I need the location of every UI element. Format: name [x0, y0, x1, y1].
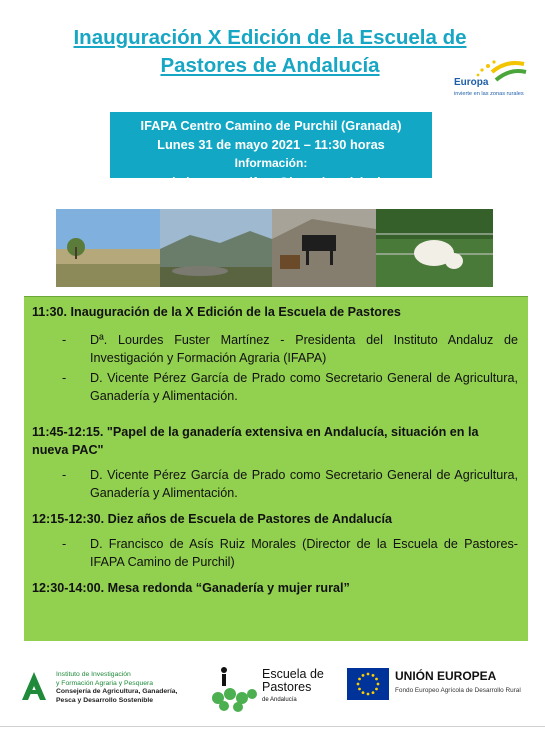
- escuela-logo-text: Escuela de Pastores de Andalucía: [262, 667, 324, 703]
- program-item-heading: 12:30-14:00. Mesa redonda “Ganadería y mujer rural”: [32, 581, 350, 595]
- europa-logo: [448, 58, 528, 104]
- program-item-heading: 11:30. Inauguración de la X Edición de la Escuela de Pastores: [32, 305, 401, 319]
- eu-title: UNIÓN EUROPEA: [395, 669, 497, 683]
- photo-strip: [56, 209, 493, 287]
- program-bullet: - D. Francisco de Asís Ruiz Morales (Director de la Escuela de Pastores-IFAPA Camino de Purchil): [62, 537, 518, 569]
- title-line-1: Inauguración X Edición de la Escuela de: [73, 26, 467, 49]
- event-contact: Información: escueladepastores.ifapa@juntadeandalucia.es: [138, 156, 404, 189]
- ifapa-logo-text: Instituto de Investigación y Formación Agraria y Pesquera Consejería de Agricultura, Ganadería, Pesca y Desarrollo Sostenible: [56, 671, 178, 704]
- event-info-box: [110, 112, 432, 189]
- program-item-heading: 11:45-12:15. "Papel de la ganadería extensiva en Andalucía, situación en la nueva PAC": [32, 425, 479, 457]
- event-date: Lunes 31 de mayo 2021 – 11:30 horas: [157, 136, 385, 152]
- bottom-divider: [0, 726, 545, 727]
- title-line-2: Pastores de Andalucía: [160, 54, 380, 77]
- landscape-photo: [56, 209, 160, 287]
- program-bullet: - D. Vicente Pérez García de Prado como Secretario General de Agricultura, Ganadería y Alimentación.: [62, 371, 518, 403]
- program-box: [24, 296, 528, 641]
- program-item-heading: 12:15-12:30. Diez años de Escuela de Pastores de Andalucía: [32, 512, 393, 526]
- eu-flag-icon: [347, 668, 389, 700]
- footer-logos: [0, 660, 545, 720]
- program-bullet: - D. Vicente Pérez García de Prado como Secretario General de Agricultura, Ganadería y Alimentación.: [62, 468, 518, 500]
- cattle-photo: [272, 209, 376, 287]
- program-bullet: - Dª. Lourdes Fuster Martínez - Presidenta del Instituto Andaluz de Investigación y Formación Agraria (IFAPA): [62, 333, 518, 365]
- sheep-photo: [376, 209, 493, 287]
- escuela-pastores-icon: [210, 664, 258, 712]
- europa-wordmark: Europa: [454, 77, 489, 88]
- event-venue: IFAPA Centro Camino de Purchil (Granada): [140, 118, 402, 133]
- mountain-flock-photo: [160, 209, 272, 287]
- page-title: [60, 24, 480, 80]
- europa-tagline: invierte en las zonas rurales: [454, 91, 524, 97]
- eu-subtitle: Fondo Europeo Agrícola de Desarrollo Rural: [395, 687, 521, 694]
- junta-andalucia-icon: [16, 668, 52, 704]
